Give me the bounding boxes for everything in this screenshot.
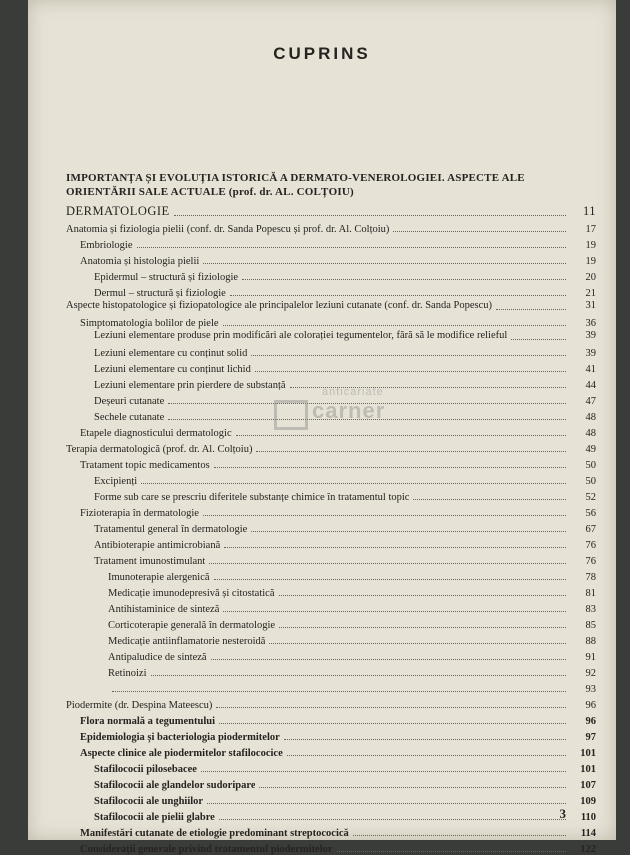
dot-leader [353,835,566,836]
toc-entry-page: 50 [585,476,596,487]
dot-leader [174,215,566,216]
toc-entry-title: Epidermul – structură și fiziologie [94,272,239,283]
watermark-logo-icon [274,400,308,430]
dot-leader [216,707,566,708]
toc-entry [66,663,596,679]
toc-entry-page: 31 [585,300,596,311]
dot-leader [214,467,566,468]
toc-entry-page: 83 [585,604,596,615]
toc-entry-page: 19 [585,256,596,267]
dot-leader [151,675,567,676]
toc-entry-title: DERMATOLOGIE [66,204,170,218]
toc-entry [66,743,596,759]
toc-entry-page: 52 [585,492,596,503]
dot-leader [223,611,566,612]
toc-entry-page: 39 [585,330,596,341]
dot-leader [137,247,567,248]
toc-entry [66,583,596,599]
dot-leader [242,279,566,280]
dot-leader [211,659,566,660]
dot-leader [269,643,566,644]
toc-entry-page: 109 [580,796,596,807]
toc-entry-page: 114 [580,828,596,839]
table-of-contents [66,171,596,855]
toc-entry [66,503,596,519]
toc-entry-title: Leziuni elementare prin pierdere de substanță [94,380,286,391]
toc-entry-page: 48 [585,428,596,439]
toc-entry-title: Antihistaminice de sinteză [108,604,220,615]
toc-entry [66,535,596,551]
toc-entry [66,201,596,219]
toc-entry [66,823,596,839]
toc-entry [66,359,596,375]
dot-leader [219,723,566,724]
dot-leader [201,771,566,772]
toc-entry-title: Medicație imunodepresivă și citostatică [108,588,275,599]
dot-leader [259,787,566,788]
toc-entry-page: 44 [585,380,596,391]
toc-entry [66,329,596,343]
toc-entry [66,487,596,503]
toc-entry-page: 91 [585,652,596,663]
page-title: CUPRINS [273,44,371,63]
toc-entry-page: 50 [585,460,596,471]
watermark-line2: carner [312,398,386,423]
toc-entry [66,251,596,267]
toc-entry [66,631,596,647]
intro-heading: IMPORTANȚA ȘI EVOLUȚIA ISTORICĂ A DERMATO-VENEROLOGIEI. ASPECTE ALE ORIENTĂRII SALE ACTUALE (prof. dr. AL. COLȚOIU) [66,172,525,198]
page-number: 3 [559,806,566,821]
toc-entry [66,839,596,855]
toc-entry-title: Manifestări cutanate de etiologie predominant streptococică [80,828,349,839]
toc-entry [66,219,596,235]
toc-entry-page: 81 [585,588,596,599]
toc-entry-page: 76 [585,556,596,567]
toc-entry-page: 107 [580,780,596,791]
toc-entry-page: 41 [585,364,596,375]
toc-entry-title: Deșeuri cutanate [94,396,165,407]
dot-leader [284,739,566,740]
toc-entry-page: 97 [585,732,596,743]
toc-entry-title: Tratamentul general în dermatologie [94,524,248,535]
toc-entry-page: 11 [582,204,596,218]
toc-entry-page: 20 [585,272,596,283]
toc-entry-page: 92 [585,668,596,679]
toc-entry-title: Flora normală a tegumentului [80,716,216,727]
toc-entry [66,775,596,791]
toc-entry [66,791,596,807]
toc-entry-title: Anatomia și fiziologia pielii (conf. dr. Sanda Popescu și prof. dr. Al. Colțoiu) [66,224,390,235]
dot-leader [511,339,566,340]
toc-entry [66,615,596,631]
dot-leader [214,579,566,580]
toc-entry-title: Anatomia și histologia pielii [80,256,200,267]
toc-entry [66,647,596,663]
book-page [28,0,616,855]
dot-leader [337,851,566,852]
toc-entry-title: Embriologie [80,240,133,251]
watermark-line1: anticariate [322,386,384,398]
toc-entry-page: 88 [585,636,596,647]
toc-entry-page: 76 [585,540,596,551]
toc-entry-title: Antipaludice de sinteză [108,652,207,663]
toc-entry-page: 49 [585,444,596,455]
toc-entry-title: Dermul – structură și fiziologie [94,288,226,299]
dot-leader [393,231,566,232]
dot-leader [219,819,566,820]
toc-entry [66,727,596,743]
toc-entry-page: 39 [585,348,596,359]
toc-entry-page: 47 [585,396,596,407]
toc-entry-title: Excipienți [94,476,138,487]
toc-entry-page: 21 [585,288,596,299]
toc-entry-page: 85 [585,620,596,631]
toc-entry-page: 122 [580,844,596,855]
toc-entry-page: 78 [585,572,596,583]
toc-entry-title: Tratament topic medicamentos [80,460,210,471]
toc-entry-title: Leziuni elementare cu conținut lichid [94,364,251,375]
toc-entry-title: Stafilococii ale glandelor sudoripare [94,780,256,791]
toc-entry [66,313,596,329]
toc-entry-title: Tratament imunostimulant [94,556,206,567]
toc-entry-title: Antibioterapie antimicrobiană [94,540,221,551]
toc-entry-title: Simptomatologia bolilor de piele [80,318,219,329]
dot-leader [207,803,566,804]
dot-leader [223,325,566,326]
toc-entry-title: Leziuni elementare cu conținut solid [94,348,248,359]
toc-entry [66,519,596,535]
toc-entry-title: Retinoizi [108,668,147,679]
toc-list [66,201,596,855]
toc-entry-page: 93 [585,684,596,695]
watermark-stamp [264,386,414,436]
dot-leader [287,755,566,756]
toc-entry-page: 101 [580,764,596,775]
dot-leader [279,595,567,596]
toc-entry-page: 96 [585,700,596,711]
toc-entry-title: Corticoterapie generală în dermatologie [108,620,276,631]
toc-entry [66,267,596,283]
dot-leader [112,691,566,692]
toc-entry-page: 17 [585,224,596,235]
dot-leader [256,451,566,452]
toc-entry-title: Piodermite (dr. Despina Mateescu) [66,700,213,711]
toc-entry-page: 19 [585,240,596,251]
dot-leader [230,295,566,296]
toc-entry [66,299,596,313]
toc-entry-page: 48 [585,412,596,423]
toc-entry [66,455,596,471]
toc-entry [66,759,596,775]
toc-entry-page: 67 [585,524,596,535]
toc-entry [66,695,596,711]
dot-leader [413,499,566,500]
toc-entry [66,679,596,695]
toc-entry [66,599,596,615]
toc-entry-title: Stafilococii pilosebacee [94,764,197,775]
toc-entry-title: Terapia dermatologică (prof. dr. Al. Colțoiu) [66,444,253,455]
dot-leader [209,563,566,564]
toc-entry-title: Stafilococii ale pielii glabre [94,812,215,823]
toc-entry-title: Considerații generale privind tratamentul piodermitelor [80,844,333,855]
toc-entry-title: Stafilococii ale unghiilor [94,796,204,807]
toc-entry-title: Imunoterapie alergenică [108,572,210,583]
toc-entry-page: 96 [585,716,596,727]
dot-leader [255,371,566,372]
toc-entry-title: Aspecte clinice ale piodermitelor stafilococice [80,748,283,759]
toc-entry-page: 101 [580,748,596,759]
toc-entry-page: 110 [580,812,596,823]
toc-entry-title: Leziuni elementare produse prin modificări ale colorației tegumentelor, fără să le modifice relieful [94,330,508,341]
toc-entry-page: 56 [585,508,596,519]
toc-entry [66,807,596,823]
toc-entry-title: Medicație antiinflamatorie nesteroidă [108,636,266,647]
dot-leader [251,355,566,356]
toc-entry [66,551,596,567]
dot-leader [224,547,566,548]
toc-entry-title: Aspecte histopatologice și fiziopatologice ale principalelor leziuni cutanate (conf. dr. Sanda Popescu) [66,300,492,311]
dot-leader [279,627,566,628]
toc-entry-title: Etapele diagnosticului dermatologic [80,428,232,439]
toc-entry [66,343,596,359]
toc-entry-title: Forme sub care se prescriu diferitele substanțe chimice în tratamentul topic [94,492,410,503]
toc-entry-page: 36 [585,318,596,329]
toc-entry [66,711,596,727]
toc-entry [66,567,596,583]
toc-entry-title: Sechele cutanate [94,412,165,423]
dot-leader [203,263,566,264]
dot-leader [203,515,566,516]
toc-entry [66,471,596,487]
toc-entry [66,439,596,455]
toc-entry [66,283,596,299]
dot-leader [251,531,566,532]
toc-entry-title: Fizioterapia în dermatologie [80,508,199,519]
toc-entry [66,235,596,251]
dot-leader [496,309,566,310]
toc-entry-title: Epidemiologia și bacteriologia piodermitelor [80,732,280,743]
dot-leader [141,483,566,484]
